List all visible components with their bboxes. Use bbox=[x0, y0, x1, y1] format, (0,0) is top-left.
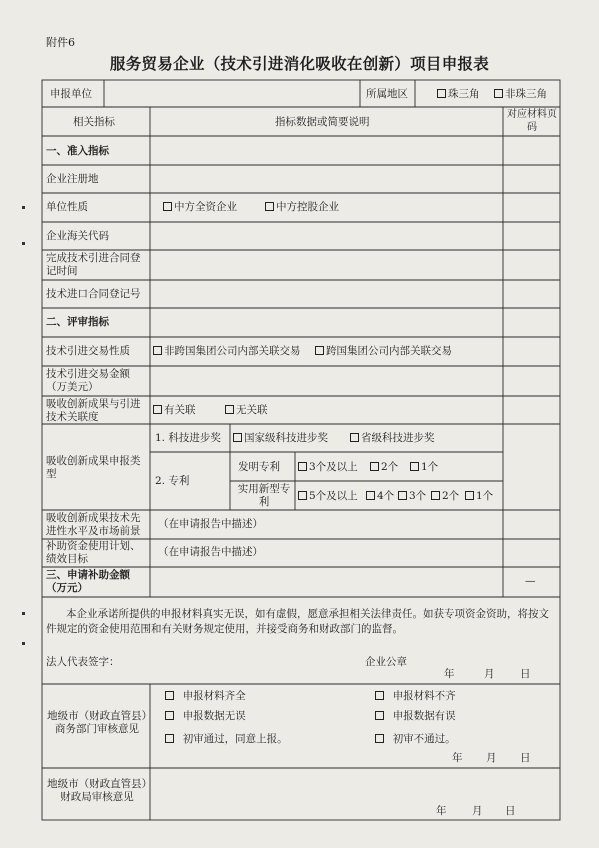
option-non-multinational[interactable]: 非跨国集团公司内部关联交易 bbox=[153, 345, 301, 358]
option-invention-2[interactable]: 2个 bbox=[370, 461, 398, 474]
review-pass[interactable]: 初审通过，同意上报。 bbox=[165, 733, 288, 746]
utility-patent-label: 实用新型专利 bbox=[237, 483, 291, 508]
checkbox-icon bbox=[375, 734, 384, 743]
contract-time-label: 完成技术引进合同登记时间 bbox=[46, 252, 141, 277]
region-option-prd[interactable]: 珠三角 bbox=[437, 88, 480, 101]
option-utility-1[interactable]: 1个 bbox=[465, 490, 493, 503]
option-utility-3[interactable]: 3个 bbox=[398, 490, 426, 503]
option-invention-1[interactable]: 1个 bbox=[410, 461, 438, 474]
review1-day: 日 bbox=[520, 752, 531, 764]
applicant-label: 申报单位 bbox=[50, 88, 92, 100]
option-wholly-owned[interactable]: 中方全资企业 bbox=[163, 201, 237, 214]
section3-page-dash: — bbox=[525, 575, 536, 587]
checkbox-icon bbox=[298, 491, 307, 500]
commit-day: 日 bbox=[520, 668, 531, 680]
attachment-label: 附件6 bbox=[46, 36, 75, 49]
checkbox-icon bbox=[437, 89, 446, 98]
section1-title: 一、准入指标 bbox=[46, 145, 109, 157]
region-label: 所属地区 bbox=[366, 88, 408, 100]
checkbox-icon bbox=[494, 89, 503, 98]
checkbox-icon bbox=[375, 711, 384, 720]
checkbox-icon bbox=[165, 711, 174, 720]
review-materials-incomplete[interactable]: 申报材料不齐 bbox=[375, 690, 456, 703]
scan-mark bbox=[22, 612, 25, 615]
trade-amount-label: 技术引进交易金额（万美元） bbox=[46, 368, 130, 393]
finance-review-label: 地级市（财政直管县）财政局审核意见 bbox=[47, 778, 147, 803]
relevance-label: 吸收创新成果与引进技术关联度 bbox=[46, 398, 141, 423]
option-invention-3plus[interactable]: 3个及以上 bbox=[298, 461, 358, 474]
contract-number-label: 技术进口合同登记号 bbox=[46, 288, 141, 300]
region-option-non-prd[interactable]: 非珠三角 bbox=[494, 88, 547, 101]
commit-year: 年 bbox=[444, 668, 455, 680]
option-related[interactable]: 有关联 bbox=[153, 404, 196, 417]
option-unrelated[interactable]: 无关联 bbox=[225, 404, 268, 417]
review1-month: 月 bbox=[486, 752, 497, 764]
option-utility-4[interactable]: 4个 bbox=[366, 490, 394, 503]
checkbox-icon bbox=[153, 346, 162, 355]
commit-month: 月 bbox=[484, 668, 495, 680]
commitment-text: 本企业承诺所提供的申报材料真实无误，如有虚假，愿意承担相关法律责任。如获专项资金资助，将按文件规定的资金使用范围和有关财务规定使用，并接受商务和财政部门的监督。 bbox=[46, 608, 549, 635]
checkbox-icon bbox=[165, 734, 174, 743]
checkbox-icon bbox=[431, 491, 440, 500]
checkbox-icon bbox=[315, 346, 324, 355]
checkbox-icon bbox=[298, 462, 307, 471]
column-description-header: 指标数据或简要说明 bbox=[275, 116, 370, 128]
section3-title: 三、申请补助金额（万元） bbox=[46, 569, 130, 594]
column-page-header: 对应材料页码 bbox=[507, 109, 557, 133]
option-utility-5plus[interactable]: 5个及以上 bbox=[298, 490, 358, 503]
option-national-award[interactable]: 国家级科技进步奖 bbox=[233, 432, 328, 445]
scan-mark bbox=[22, 206, 25, 209]
review-materials-complete[interactable]: 申报材料齐全 bbox=[165, 690, 246, 703]
commerce-review-label: 地级市（财政直管县）商务部门审核意见 bbox=[47, 710, 147, 735]
review-fail[interactable]: 初审不通过。 bbox=[375, 733, 456, 746]
review-data-incorrect[interactable]: 申报数据有误 bbox=[375, 710, 456, 723]
registration-place-label: 企业注册地 bbox=[46, 173, 99, 185]
customs-code-label: 企业海关代码 bbox=[46, 230, 109, 242]
review-data-correct[interactable]: 申报数据无误 bbox=[165, 710, 246, 723]
option-multinational[interactable]: 跨国集团公司内部关联交易 bbox=[315, 345, 452, 358]
checkbox-icon bbox=[465, 491, 474, 500]
form-title: 服务贸易企业（技术引进消化吸收在创新）项目申报表 bbox=[109, 54, 490, 73]
checkbox-icon bbox=[265, 202, 274, 211]
fund-plan-note: （在申请报告中描述） bbox=[158, 546, 263, 558]
review2-day: 日 bbox=[505, 805, 516, 817]
checkbox-icon bbox=[370, 462, 379, 471]
fund-plan-label: 补助资金使用计划、绩效目标 bbox=[46, 540, 141, 565]
checkbox-icon bbox=[153, 405, 162, 414]
scan-mark bbox=[22, 642, 25, 645]
apply-type-label: 吸收创新成果申报类型 bbox=[46, 455, 141, 480]
advanced-level-note: （在申请报告中描述） bbox=[158, 518, 263, 530]
checkbox-icon bbox=[165, 691, 174, 700]
sci-award-label: 1. 科技进步奖 bbox=[155, 432, 221, 444]
checkbox-icon bbox=[225, 405, 234, 414]
checkbox-icon bbox=[163, 202, 172, 211]
company-seal-label: 企业公章 bbox=[365, 656, 407, 668]
checkbox-icon bbox=[375, 691, 384, 700]
review2-month: 月 bbox=[472, 805, 483, 817]
scan-mark bbox=[22, 242, 25, 245]
invention-patent-label: 发明专利 bbox=[238, 461, 280, 473]
option-provincial-award[interactable]: 省级科技进步奖 bbox=[350, 432, 435, 445]
checkbox-icon bbox=[350, 433, 359, 442]
column-indicator-header: 相关指标 bbox=[73, 116, 115, 128]
trade-nature-label: 技术引进交易性质 bbox=[46, 345, 130, 357]
checkbox-icon bbox=[366, 491, 375, 500]
advanced-level-label: 吸收创新成果技术先进性水平及市场前景 bbox=[46, 512, 141, 537]
option-controlled[interactable]: 中方控股企业 bbox=[265, 201, 339, 214]
legal-signature-label: 法人代表签字： bbox=[46, 656, 120, 668]
review2-year: 年 bbox=[436, 805, 447, 817]
checkbox-icon bbox=[398, 491, 407, 500]
checkbox-icon bbox=[233, 433, 242, 442]
section2-title: 二、评审指标 bbox=[46, 316, 109, 328]
review1-year: 年 bbox=[452, 752, 463, 764]
patent-label: 2. 专利 bbox=[155, 475, 190, 487]
checkbox-icon bbox=[410, 462, 419, 471]
option-utility-2[interactable]: 2个 bbox=[431, 490, 459, 503]
unit-nature-label: 单位性质 bbox=[46, 201, 88, 213]
